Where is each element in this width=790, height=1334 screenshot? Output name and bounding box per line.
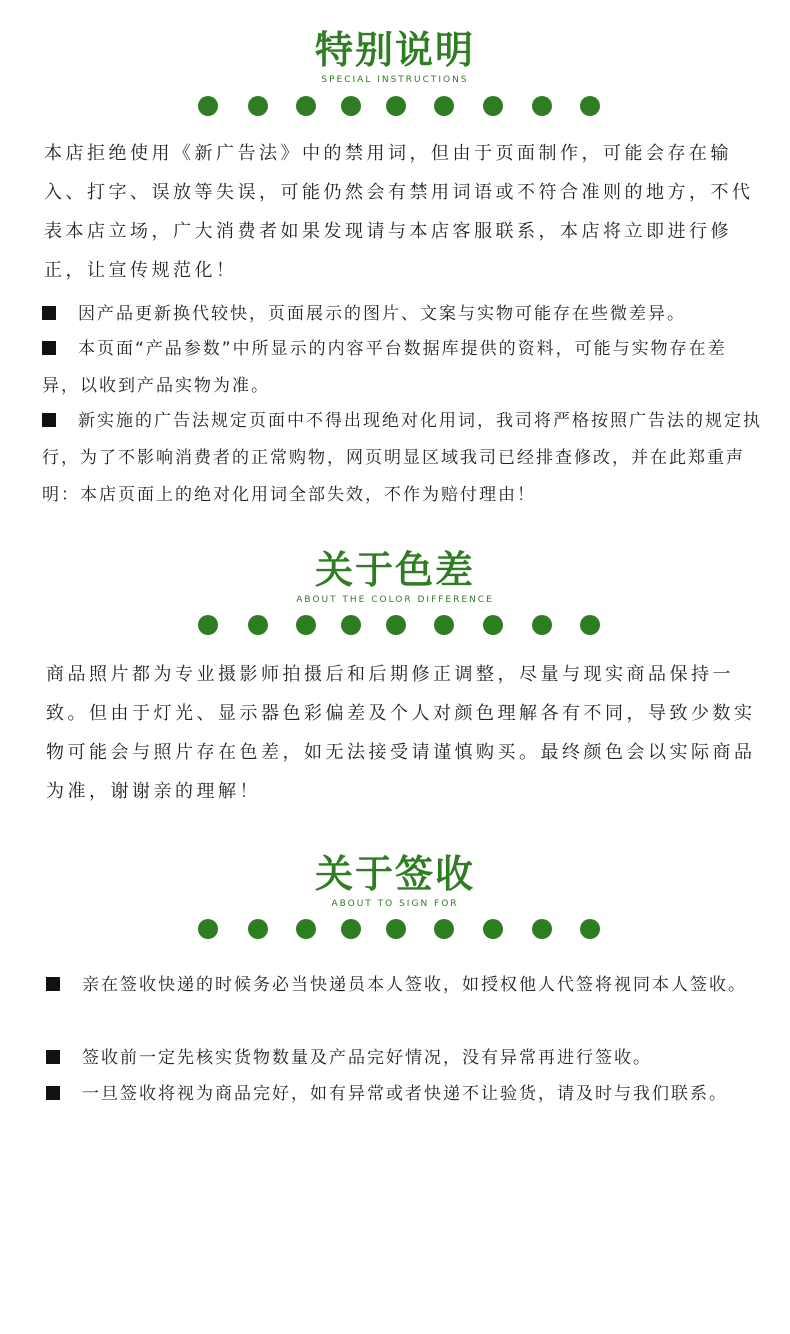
dot <box>341 919 361 939</box>
dot <box>532 615 552 635</box>
sign-bullet-3 <box>46 1076 766 1113</box>
dot <box>198 96 218 116</box>
dot <box>434 96 454 116</box>
bullet-text: 签收前一定先核实货物数量及产品完好情况，没有异常再进行签收。 <box>82 1048 652 1068</box>
special-bullet-1 <box>42 296 762 333</box>
color-difference-subtitle: ABOUT THE COLOR DIFFERENCE <box>296 595 494 605</box>
bullet-text: 新实施的广告法规定页面中不得出现绝对化用词，我司将严格按照广告法的规定执行，为了不影响消费者的正常购物，网页明显区域我司已经排查修改，并在此郑重声明：本店页面上的绝对化用词全部失效，不作为赔付理由！ <box>42 411 762 505</box>
bullet-text: 亲在签收快递的时候务必当快递员本人签收，如授权他人代签将视同本人签收。 <box>82 975 747 995</box>
special-instructions-subtitle: SPECIAL INSTRUCTIONS <box>321 75 469 85</box>
special-bullet-3 <box>42 403 762 514</box>
bullet-square-icon <box>42 413 56 427</box>
dot <box>341 96 361 116</box>
dot <box>483 96 503 116</box>
bullet-text: 一旦签收将视为商品完好，如有异常或者快递不让验货，请及时与我们联系。 <box>82 1084 728 1104</box>
dot-divider <box>0 919 790 941</box>
dot-divider <box>0 96 790 118</box>
dot <box>483 615 503 635</box>
bullet-text: 因产品更新换代较快，页面展示的图片、文案与实物可能存在些微差异。 <box>78 304 686 324</box>
special-instructions-title: 特别说明 <box>314 27 475 72</box>
dot <box>296 615 316 635</box>
color-difference-paragraph: 商品照片都为专业摄影师拍摄后和后期修正调整，尽量与现实商品保持一致。但由于灯光、显示器色彩偏差及个人对颜色理解各有不同，导致少数实物可能会与照片存在色差，如无法接受请谨慎购买。最终颜色会以实际商品为准，谢谢亲的理解！ <box>46 664 756 802</box>
color-difference-title: 关于色差 <box>314 547 475 592</box>
dot <box>341 615 361 635</box>
dot <box>386 615 406 635</box>
dot <box>248 919 268 939</box>
dot <box>580 919 600 939</box>
sign-bullet-1 <box>46 967 766 1004</box>
dot <box>386 919 406 939</box>
sign-for-subtitle: ABOUT TO SIGN FOR <box>331 899 459 909</box>
dot <box>580 96 600 116</box>
dot <box>248 615 268 635</box>
dot <box>296 96 316 116</box>
dot <box>532 96 552 116</box>
bullet-text: 本页面“产品参数”中所显示的内容平台数据库提供的资料，可能与实物存在差异，以收到产品实物为准。 <box>42 339 727 396</box>
special-instructions-paragraph: 本店拒绝使用《新广告法》中的禁用词，但由于页面制作，可能会存在输入、打字、误放等失误，可能仍然会有禁用词语或不符合准则的地方，不代表本店立场，广大消费者如果发现请与本店客服联系，本店将立即进行修正，让宣传规范化！ <box>44 143 754 281</box>
bullet-square-icon <box>42 341 56 355</box>
dot <box>434 615 454 635</box>
sign-for-title: 关于签收 <box>314 851 475 896</box>
dot <box>198 615 218 635</box>
dot <box>580 615 600 635</box>
dot <box>434 919 454 939</box>
sign-bullet-2 <box>46 1040 766 1077</box>
bullet-square-icon <box>46 1086 60 1100</box>
dot <box>296 919 316 939</box>
dot <box>248 96 268 116</box>
bullet-square-icon <box>42 306 56 320</box>
special-bullet-2 <box>42 331 762 405</box>
bullet-square-icon <box>46 977 60 991</box>
dot <box>532 919 552 939</box>
dot <box>386 96 406 116</box>
dot <box>198 919 218 939</box>
dot <box>483 919 503 939</box>
bullet-square-icon <box>46 1050 60 1064</box>
dot-divider <box>0 615 790 637</box>
